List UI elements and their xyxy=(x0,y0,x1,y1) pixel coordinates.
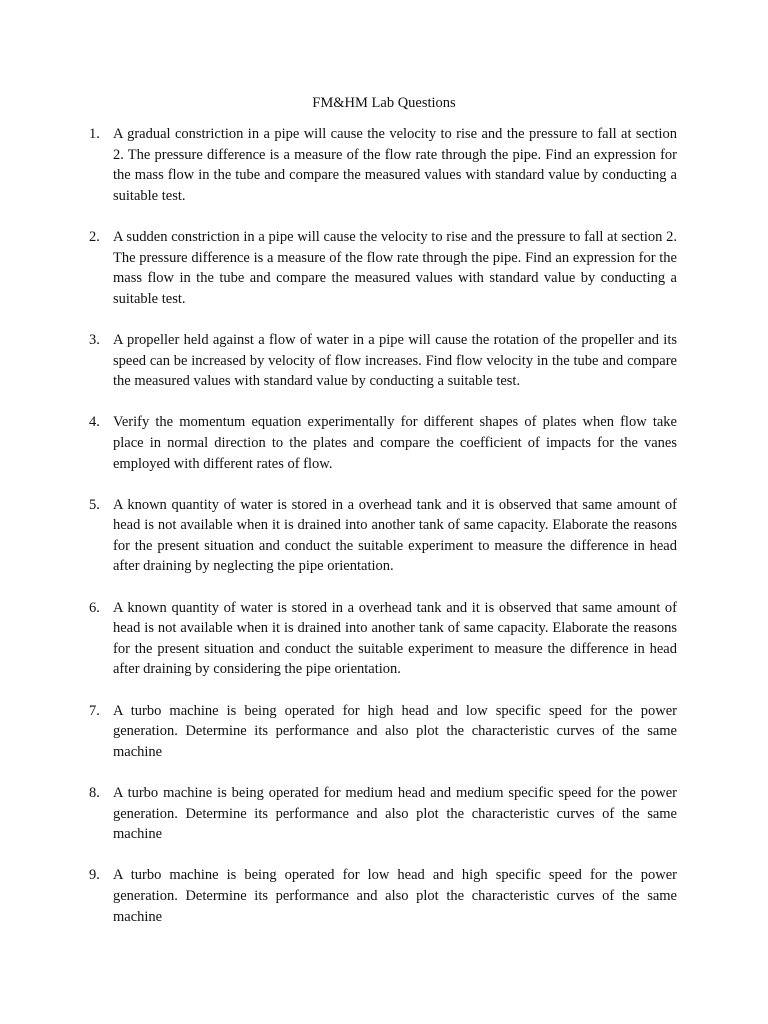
question-number: 9. xyxy=(89,867,100,884)
question-text: A propeller held against a flow of water in a pipe will cause the rotation of the propeller and its speed can be increased by velocity of flow increases. Find flow velocity in the tube and compare the measured values with standard value by conducting a suitable test. xyxy=(113,331,677,390)
question-item-9 xyxy=(89,865,677,927)
question-number: 2. xyxy=(89,228,100,245)
question-list xyxy=(89,124,677,948)
question-text: A turbo machine is being operated for high head and low specific speed for the power generation. Determine its performance and also plot the characteristic curves of the same machine xyxy=(113,702,677,760)
document-title: FM&HM Lab Questions xyxy=(312,95,456,111)
question-item-4 xyxy=(89,412,677,474)
question-text: Verify the momentum equation experimentally for different shapes of plates when flow take place in normal direction to the plates and compare the coefficient of impacts for the vanes employed with different rates of flow. xyxy=(113,414,677,472)
question-text: A gradual constriction in a pipe will cause the velocity to rise and the pressure to fall at section 2. The pressure difference is a measure of the flow rate through the pipe. Find an expression for the mass flow in the tube and compare the measured values with standard value by conducting a suitable test. xyxy=(113,126,677,204)
question-text: A known quantity of water is stored in a overhead tank and it is observed that same amount of head is not available when it is drained into another tank of same capacity. Elaborate the reasons for the present situation and conduct the suitable experiment to measure the difference in head after draining by neglecting the pipe orientation. xyxy=(113,496,677,575)
question-number: 8. xyxy=(89,785,100,801)
question-text: A known quantity of water is stored in a overhead tank and it is observed that same amount of head is not available when it is drained into another tank of same capacity. Elaborate the reasons for the present situation and conduct the suitable experiment to measure the difference in head after draining by considering the pipe orientation. xyxy=(113,599,677,678)
question-text: A turbo machine is being operated for low head and high specific speed for the power generation. Determine its performance and also plot the characteristic curves of the same machine xyxy=(113,867,677,925)
question-number: 4. xyxy=(89,414,100,431)
question-item-2 xyxy=(89,227,677,309)
question-number: 5. xyxy=(89,496,100,513)
question-item-8 xyxy=(89,783,677,845)
question-item-5 xyxy=(89,495,677,577)
question-number: 1. xyxy=(89,126,100,142)
question-number: 6. xyxy=(89,599,100,616)
question-item-1 xyxy=(89,124,677,206)
question-text: A turbo machine is being operated for medium head and medium specific speed for the power generation. Determine its performance and also plot the characteristic curves of the same machine xyxy=(113,785,677,843)
question-item-7 xyxy=(89,701,677,763)
question-number: 3. xyxy=(89,331,100,348)
question-item-3 xyxy=(89,330,677,392)
question-text: A sudden constriction in a pipe will cause the velocity to rise and the pressure to fall at section 2. The pressure difference is a measure of the flow rate through the pipe. Find an expression for the mass flow in the tube and compare the measured values with standard value by conducting a suitable test. xyxy=(113,228,677,307)
question-number: 7. xyxy=(89,702,100,719)
question-item-6 xyxy=(89,598,677,680)
